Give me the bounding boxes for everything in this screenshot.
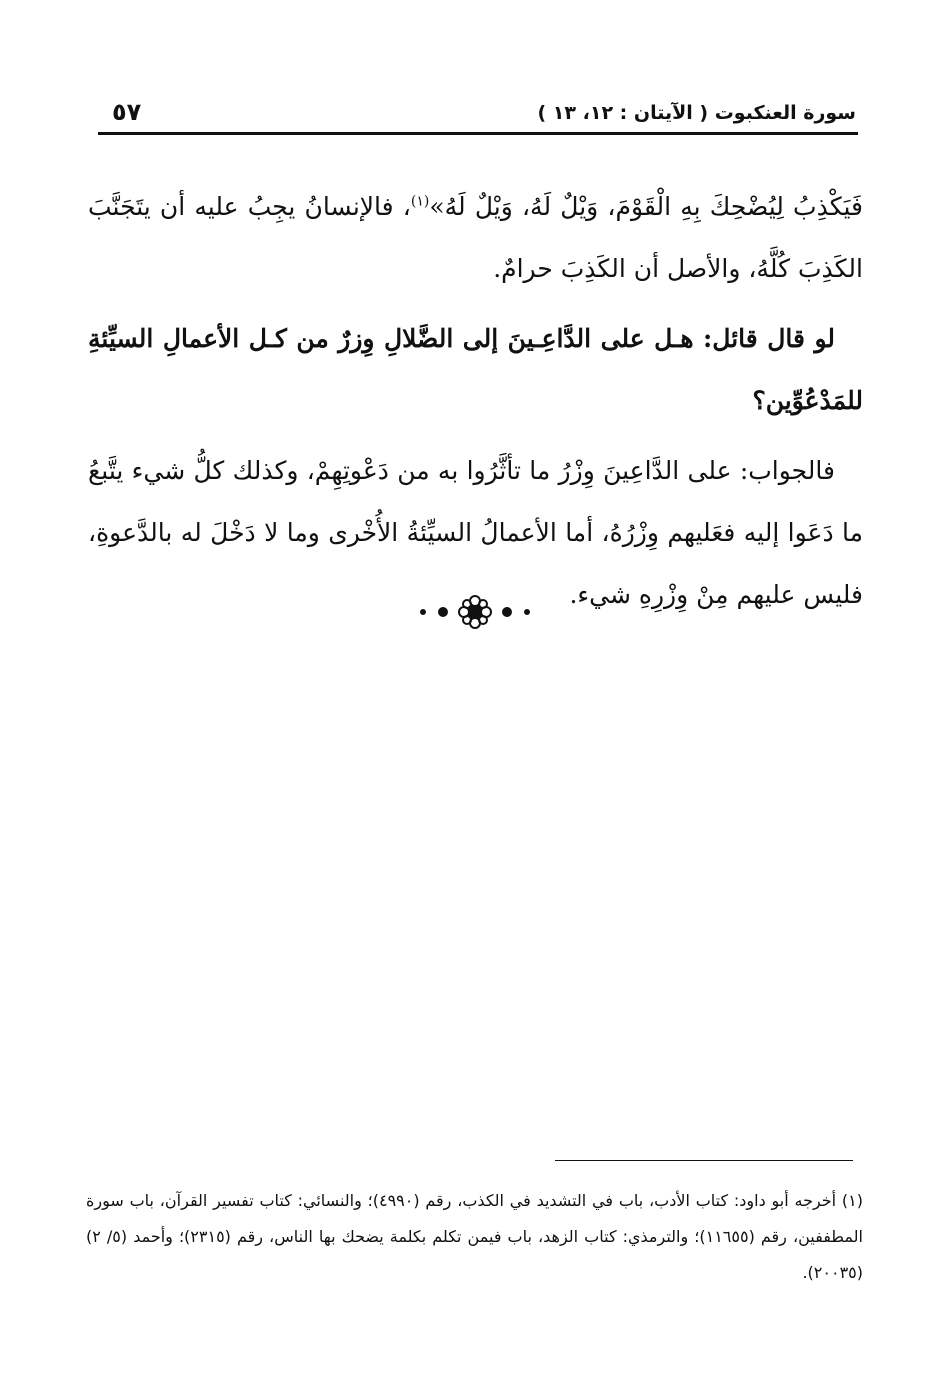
answer-paragraph: فالجواب: على الدَّاعِينَ وِزْرُ ما تأثَّرُوا به من دَعْوتِهِمْ، وكذلك كلُّ شيء يتَّبعُ ما دَعَوا إليه فعَليهم وِزْرُهُ، أما الأعمالُ السيِّئةُ الأُخْرى وما لا دَخْلَ له بالدَّعوةِ، فليس عليهم مِنْ وِزْرِهِ شيء. (88, 456, 863, 609)
paragraph-1-continuation: ، فالإنسانُ يجِبُ عليه أن يتَجَنَّبَ الكَذِبَ كُلَّهُ، والأصل أن الكَذِبَ حرامٌ. (88, 192, 863, 283)
main-text (88, 176, 863, 634)
footnote-1: (١) أخرجه أبو داود: كتاب الأدب، باب في التشديد في الكذب، رقم (٤٩٩٠)؛ والنسائي: كتاب تفسير القرآن، باب سورة المطففين، رقم (١١٦٥٥)؛ والترمذي: كتاب الزهد، باب فيمن تكلم بكلمة يضحك بها الناس، رقم (٢٣١٥)؛ وأحمد (٥/ ٢) (٢٠٠٣٥). (86, 1191, 864, 1282)
page-header (98, 96, 858, 135)
surah-title: سورة العنكبوت ( الآيتان : ١٢، ١٣ ) (537, 102, 856, 124)
floral-divider-icon (400, 590, 550, 634)
paragraph-1 (88, 176, 863, 300)
footnote-reference[interactable]: (١) (410, 193, 430, 210)
footnote-divider (555, 1160, 853, 1161)
question-paragraph: لو قال قائل: هـل على الدَّاعِـينَ إلى الضَّلالِ وِزرٌ من كـل الأعمالِ السيِّئةِ للمَدْعُوِّين؟ (88, 324, 863, 415)
footnotes (86, 1183, 863, 1291)
hadith-text: فَيَكْذِبُ لِيُضْحِكَ بِهِ الْقَوْمَ، وَيْلٌ لَهُ، وَيْلٌ لَهُ» (429, 192, 864, 221)
page-number: ٥٧ (112, 98, 142, 126)
